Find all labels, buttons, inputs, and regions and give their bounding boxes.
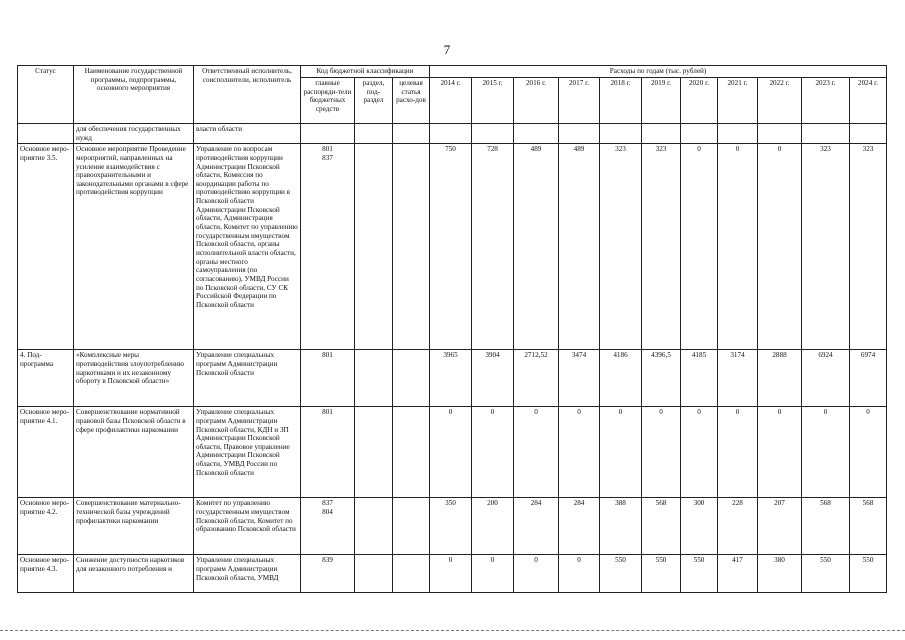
year-value-cell: 0 <box>802 407 850 498</box>
budget-code: 801 <box>322 408 333 417</box>
year-value-cell: 0 <box>559 555 600 593</box>
year-value-cell: 323 <box>642 144 681 350</box>
year-value-cell: 0 <box>758 407 802 498</box>
year-value-cell <box>642 124 681 144</box>
year-value-cell: 0 <box>559 407 600 498</box>
header-name: Наименование государственной программы, подпрограммы, основного мероприятия <box>74 66 194 124</box>
name-cell: Совершенствование нормативной правовой базы Псковской области в сфере профилактики наркомании <box>74 407 194 498</box>
budget-code: 804 <box>322 507 333 516</box>
header-executor: Ответственный исполнитель, соисполнители, исполнитель <box>194 66 301 124</box>
budget-code: 837 <box>322 153 333 162</box>
year-value-cell: 0 <box>430 407 472 498</box>
year-value-cell: 2888 <box>758 350 802 407</box>
name-cell: для обеспечения государственных нужд <box>74 124 194 144</box>
year-value-cell: 0 <box>514 555 559 593</box>
header-year: 2017 г. <box>559 78 600 124</box>
budget-codes-cell <box>301 555 355 593</box>
header-year: 2020 г. <box>681 78 718 124</box>
budget-codes-cell <box>301 124 355 144</box>
year-value-cell: 3965 <box>430 350 472 407</box>
target-cell <box>393 407 430 498</box>
year-value-cell: 550 <box>681 555 718 593</box>
year-value-cell <box>802 124 850 144</box>
target-cell <box>393 555 430 593</box>
year-value-cell <box>559 124 600 144</box>
year-value-cell: 3474 <box>559 350 600 407</box>
header-status: Статус <box>18 66 74 124</box>
year-value-cell: 728 <box>472 144 514 350</box>
section-cell <box>355 144 393 350</box>
page-bottom-rule <box>0 630 905 631</box>
table-row <box>18 555 887 593</box>
year-value-cell: 417 <box>718 555 758 593</box>
table-row <box>18 144 887 350</box>
year-value-cell: 207 <box>758 498 802 555</box>
year-value-cell <box>472 124 514 144</box>
year-value-cell: 2712,52 <box>514 350 559 407</box>
status-cell <box>18 124 74 144</box>
header-code-col: главные распоряди-тели бюджетных средств <box>301 78 355 124</box>
year-value-cell: 550 <box>802 555 850 593</box>
section-cell <box>355 555 393 593</box>
year-value-cell: 0 <box>600 407 642 498</box>
year-value-cell: 200 <box>472 498 514 555</box>
header-year: 2024 г. <box>850 78 887 124</box>
table-row <box>18 498 887 555</box>
year-value-cell: 550 <box>600 555 642 593</box>
budget-code: 801 <box>322 351 333 360</box>
budget-codes-cell <box>301 144 355 350</box>
year-value-cell: 300 <box>681 498 718 555</box>
year-value-cell: 4186 <box>600 350 642 407</box>
year-value-cell: 0 <box>472 407 514 498</box>
target-cell <box>393 498 430 555</box>
target-cell <box>393 124 430 144</box>
year-value-cell: 0 <box>718 144 758 350</box>
section-cell <box>355 124 393 144</box>
year-value-cell: 323 <box>802 144 850 350</box>
budget-table <box>17 65 887 593</box>
section-cell <box>355 407 393 498</box>
header-year: 2015 г. <box>472 78 514 124</box>
year-value-cell <box>681 124 718 144</box>
header-year: 2022 г. <box>758 78 802 124</box>
year-value-cell: 750 <box>430 144 472 350</box>
status-cell: Основное меро-приятие 3.5. <box>18 144 74 350</box>
status-cell: Основное меро-приятие 4.2. <box>18 498 74 555</box>
year-value-cell: 380 <box>758 555 802 593</box>
year-value-cell: 284 <box>559 498 600 555</box>
year-value-cell: 0 <box>430 555 472 593</box>
header-year: 2014 г. <box>430 78 472 124</box>
year-value-cell <box>430 124 472 144</box>
year-value-cell: 4185 <box>681 350 718 407</box>
header-code-col: раздел, под-раздел <box>355 78 393 124</box>
header-expenses: Расходы по годам (тыс. рублей) <box>430 66 887 78</box>
year-value-cell: 0 <box>472 555 514 593</box>
name-cell: Снижение доступности наркотиков для незаконного потребления и <box>74 555 194 593</box>
year-value-cell: 323 <box>850 144 887 350</box>
budget-codes-cell <box>301 350 355 407</box>
year-value-cell: 568 <box>642 498 681 555</box>
header-budget-code: Код бюджетной классификации <box>301 66 430 78</box>
header-year: 2019 г. <box>642 78 681 124</box>
year-value-cell: 3174 <box>718 350 758 407</box>
executor-cell: Управление специальных программ Администрации Псковской области, УМВД <box>194 555 301 593</box>
budget-code: 837 <box>322 499 333 508</box>
executor-cell: Управление специальных программ Администрации Псковской области, КДН и ЗП Администрации Псковской области, Правовое управление Администрации Псковской области, УМВД России по Псковской области <box>194 407 301 498</box>
budget-code: 839 <box>322 556 333 565</box>
year-value-cell: 0 <box>514 407 559 498</box>
year-value-cell <box>514 124 559 144</box>
header-year: 2018 г. <box>600 78 642 124</box>
status-cell: Основное меро-приятие 4.3. <box>18 555 74 593</box>
section-cell <box>355 350 393 407</box>
year-value-cell: 323 <box>600 144 642 350</box>
header-year: 2016 г. <box>514 78 559 124</box>
page-number: 7 <box>443 42 451 57</box>
year-value-cell: 0 <box>758 144 802 350</box>
executor-cell: Комитет по управлению государственным имуществом Псковской области, Комитет по образованию Псковской области <box>194 498 301 555</box>
year-value-cell: 489 <box>559 144 600 350</box>
budget-codes-cell <box>301 407 355 498</box>
header-year: 2021 г. <box>718 78 758 124</box>
year-value-cell: 350 <box>430 498 472 555</box>
name-cell: Основное мероприятие Проведение мероприятий, направленных на усиление взаимодействия с правоохранительными и законодательными органами в сфере противодействия коррупции <box>74 144 194 350</box>
year-value-cell: 0 <box>642 407 681 498</box>
header-code-col: целевая статья расхо-дов <box>393 78 430 124</box>
year-value-cell: 6974 <box>850 350 887 407</box>
year-value-cell: 568 <box>802 498 850 555</box>
status-cell: Основное меро-приятие 4.1. <box>18 407 74 498</box>
year-value-cell: 3904 <box>472 350 514 407</box>
year-value-cell: 388 <box>600 498 642 555</box>
table-row <box>18 350 887 407</box>
name-cell: «Комплексные меры противодействия злоупотреблению наркотиками и их незаконному обороту в Псковской области» <box>74 350 194 407</box>
year-value-cell <box>850 124 887 144</box>
budget-code: 801 <box>322 145 333 154</box>
year-value-cell <box>718 124 758 144</box>
year-value-cell <box>758 124 802 144</box>
status-cell: 4. Под-программа <box>18 350 74 407</box>
table-row <box>18 407 887 498</box>
year-value-cell: 4396,5 <box>642 350 681 407</box>
budget-codes-cell <box>301 498 355 555</box>
executor-cell: Управление по вопросам противодействия коррупции Администрации Псковской области, Комиссия по координации работы по противодействию коррупции в Псковской области Администрации Псковской области, Администрация области, Комитет по управлению государственным имуществом Псковской области, органы исполнительной власти области, органы местного самоуправления (по согласованию), УМВД России по Псковской области, СУ СК Российской Федерации по Псковской области <box>194 144 301 350</box>
year-value-cell: 550 <box>850 555 887 593</box>
year-value-cell <box>600 124 642 144</box>
executor-cell: Управление специальных программ Администрации Псковской области <box>194 350 301 407</box>
year-value-cell: 6924 <box>802 350 850 407</box>
section-cell <box>355 498 393 555</box>
header-year: 2023 г. <box>802 78 850 124</box>
year-value-cell: 0 <box>850 407 887 498</box>
year-value-cell: 284 <box>514 498 559 555</box>
year-value-cell: 489 <box>514 144 559 350</box>
table-row <box>18 124 887 144</box>
year-value-cell: 568 <box>850 498 887 555</box>
year-value-cell: 0 <box>681 407 718 498</box>
name-cell: Совершенствование материально-технической базы учреждений профилактики наркомании <box>74 498 194 555</box>
target-cell <box>393 350 430 407</box>
year-value-cell: 0 <box>718 407 758 498</box>
target-cell <box>393 144 430 350</box>
executor-cell: власти области <box>194 124 301 144</box>
year-value-cell: 228 <box>718 498 758 555</box>
year-value-cell: 550 <box>642 555 681 593</box>
year-value-cell: 0 <box>681 144 718 350</box>
